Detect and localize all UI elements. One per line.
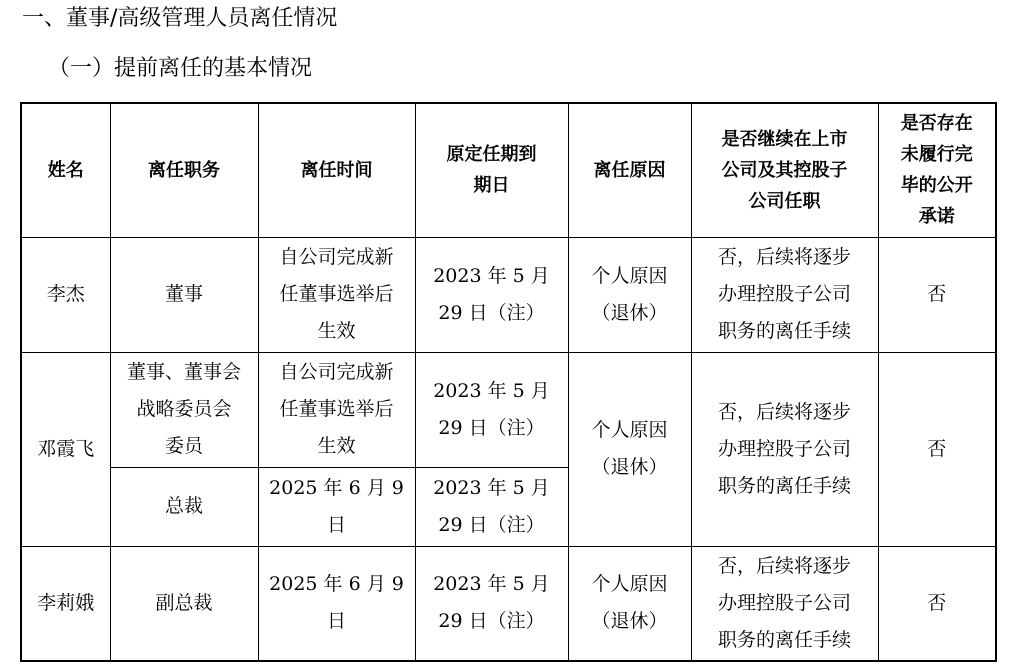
cell-term-end: 2023 年 5 月 29 日（注） <box>415 546 568 661</box>
cell-time: 2025 年 6 月 9 日 <box>258 546 415 661</box>
cell-continue: 否，后续将逐步 办理控股子公司 职务的离任手续 <box>691 237 878 352</box>
cell-reason: 个人原因 （退休） <box>568 237 691 352</box>
cell-position: 副总裁 <box>110 546 258 661</box>
cell-position: 董事、董事会 战略委员会 委员 <box>110 352 258 467</box>
subsection-title: （一）提前离任的基本情况 <box>48 56 313 81</box>
cell-position: 董事 <box>110 237 258 352</box>
header-continue: 是否继续在上市 公司及其控股子 公司任职 <box>691 103 878 237</box>
cell-continue: 否，后续将逐步 办理控股子公司 职务的离任手续 <box>691 352 878 546</box>
cell-time: 自公司完成新 任董事选举后 生效 <box>258 352 415 467</box>
cell-reason: 个人原因 （退休） <box>568 546 691 661</box>
cell-name: 李杰 <box>21 237 110 352</box>
cell-term-end: 2023 年 5 月 29 日（注） <box>415 352 568 467</box>
header-reason: 离任原因 <box>568 103 691 237</box>
departure-table <box>20 102 997 662</box>
cell-commitment: 否 <box>878 352 996 546</box>
cell-continue: 否，后续将逐步 办理控股子公司 职务的离任手续 <box>691 546 878 661</box>
cell-term-end: 2023 年 5 月 29 日（注） <box>415 237 568 352</box>
cell-name: 李莉娥 <box>21 546 110 661</box>
section-title: 一、董事/高级管理人员离任情况 <box>22 6 338 31</box>
cell-position: 总裁 <box>110 467 258 546</box>
cell-name: 邓霞飞 <box>21 352 110 546</box>
cell-commitment: 否 <box>878 546 996 661</box>
table-row <box>21 237 996 352</box>
header-name: 姓名 <box>21 103 110 237</box>
cell-term-end: 2023 年 5 月 29 日（注） <box>415 467 568 546</box>
table-row <box>21 352 996 467</box>
cell-time: 2025 年 6 月 9 日 <box>258 467 415 546</box>
header-time: 离任时间 <box>258 103 415 237</box>
header-row <box>21 103 996 237</box>
header-commitment: 是否存在 未履行完 毕的公开 承诺 <box>878 103 996 237</box>
header-position: 离任职务 <box>110 103 258 237</box>
table-row <box>21 546 996 661</box>
cell-reason: 个人原因 （退休） <box>568 352 691 546</box>
cell-commitment: 否 <box>878 237 996 352</box>
header-term-end: 原定任期到 期日 <box>415 103 568 237</box>
cell-time: 自公司完成新 任董事选举后 生效 <box>258 237 415 352</box>
